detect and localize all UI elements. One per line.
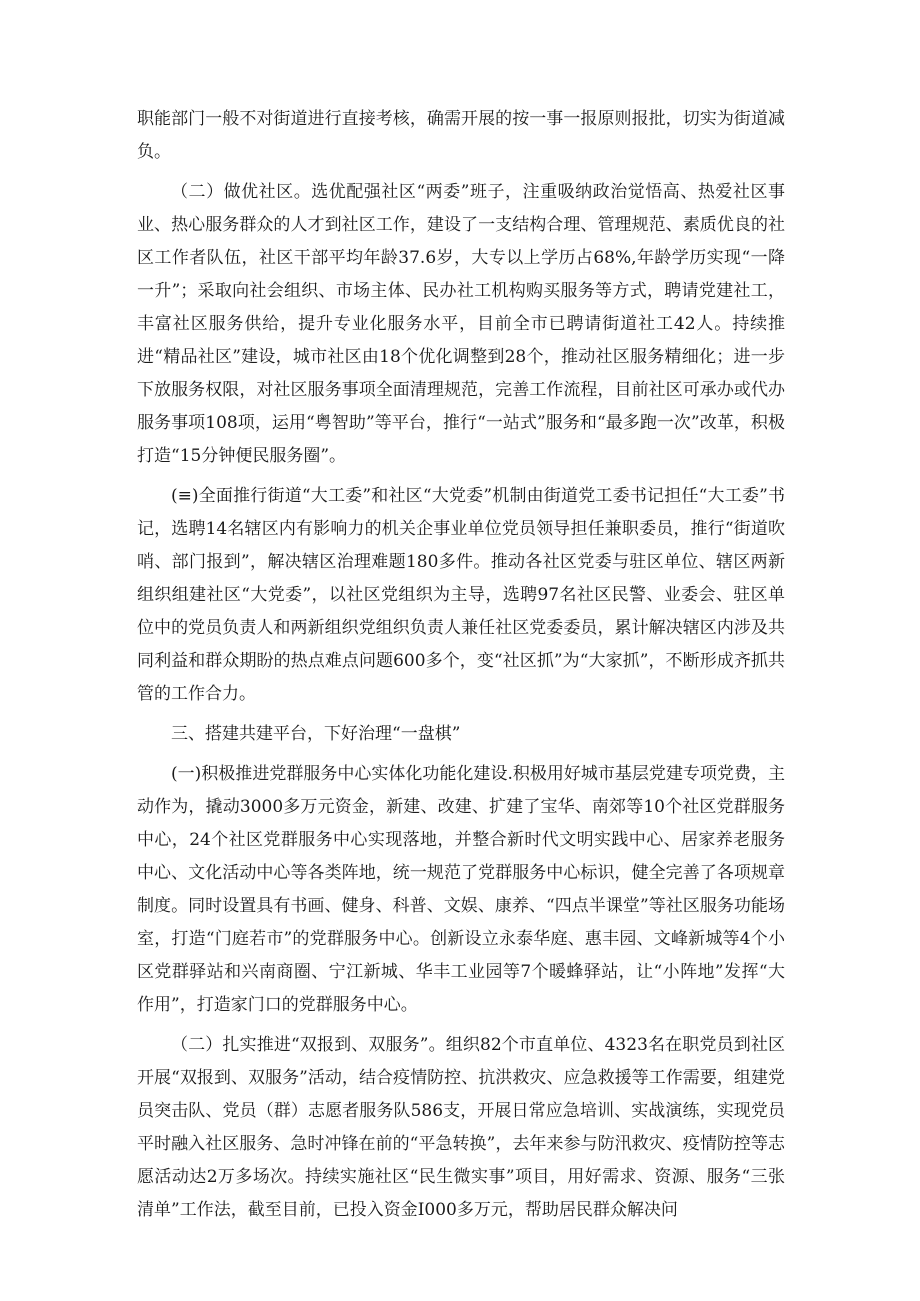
- paragraph-3: (≡)全面推行街道“大工委”和社区“大党委”机制由街道党工委书记担任“大工委”书记，选聘14名辖区内有影响力的机关企事业单位党员领导担任兼职委员，推行“街道吹哨、部门报到”，解决辖区治理难题180多件。推动各社区党委与驻区单位、辖区两新组织组建社区“大党委”，以社区党组织为主导，选聘97名社区民警、业委会、驻区单位中的党员负责人和两新组织党组织负责人兼任社区党委委员，累计解决辖区内涉及共同利益和群众期盼的热点难点问题600多个，变“社区抓”为“大家抓”，不断形成齐抓共管的工作合力。: [137, 486, 785, 704]
- section-heading-3: 三、搭建共建平台，下好治理“一盘棋”: [171, 724, 461, 744]
- paragraph-2: （二）做优社区。选优配强社区“两委”班子，注重吸纳政治觉悟高、热爱社区事业、热心服务群众的人才到社区工作，建设了一支结构合理、管理规范、素质优良的社区工作者队伍，社区干部平均年龄37.6岁，大专以上学历占68%,年龄学历实现“一降一升”；采取向社会组织、市场主体、民办社工机构购买服务等方式，聘请党建社工，丰富社区服务供给，提升专业化服务水平，目前全市已聘请街道社工42人。持续推进“精品社区”建设，城市社区由18个优化调整到28个，推动社区服务精细化；进一步下放服务权限，对社区服务事项全面清理规范，完善工作流程，目前社区可承办或代办服务事项108项，运用“粤智助”等平台，推行“一站式”服务和“最多跑一次”改革，积极打造“15分钟便民服务圈”。: [137, 182, 785, 466]
- document-body: [137, 103, 785, 1234]
- paragraph-1: 职能部门一般不对街道进行直接考核，确需开展的按一事一报原则报批，切实为街道减负。: [137, 109, 785, 162]
- paragraph-5: (一)积极推进党群服务中心实体化功能化建设.积极用好城市基层党建专项党费，主动作为，撬动3000多万元资金，新建、改建、扩建了宝华、南郊等10个社区党群服务中心，24个社区党群服务中心实现落地，并整合新时代文明实践中心、居家养老服务中心、文化活动中心等各类阵地，统一规范了党群服务中心标识，健全完善了各项规章制度。同时设置具有书画、健身、科普、文娱、康养、“四点半课堂”等社区服务功能场室，打造“门庭若市”的党群服务中心。创新设立永泰华庭、惠丰园、文峰新城等4个小区党群驿站和兴南商圈、宁江新城、华丰工业园等7个暖蜂驿站，让“小阵地”发挥“大作用”，打造家门口的党群服务中心。: [137, 764, 785, 1015]
- paragraph-6: （二）扎实推进“双报到、双服务”。组织82个市直单位、4323名在职党员到社区开展“双报到、双服务”活动，结合疫情防控、抗洪救灾、应急救援等工作需要，组建党员突击队、党员（群）志愿者服务队586支，开展日常应急培训、实战演练，实现党员平时融入社区服务、急时冲锋在前的“平急转换”，去年来参与防汛救灾、疫情防控等志愿活动达2万多场次。持续实施社区“民生微实事”项目，用好需求、资源、服务“三张清单”工作法，截至目前，已投入资金I000多万元，帮助居民群众解决问: [137, 1035, 785, 1220]
